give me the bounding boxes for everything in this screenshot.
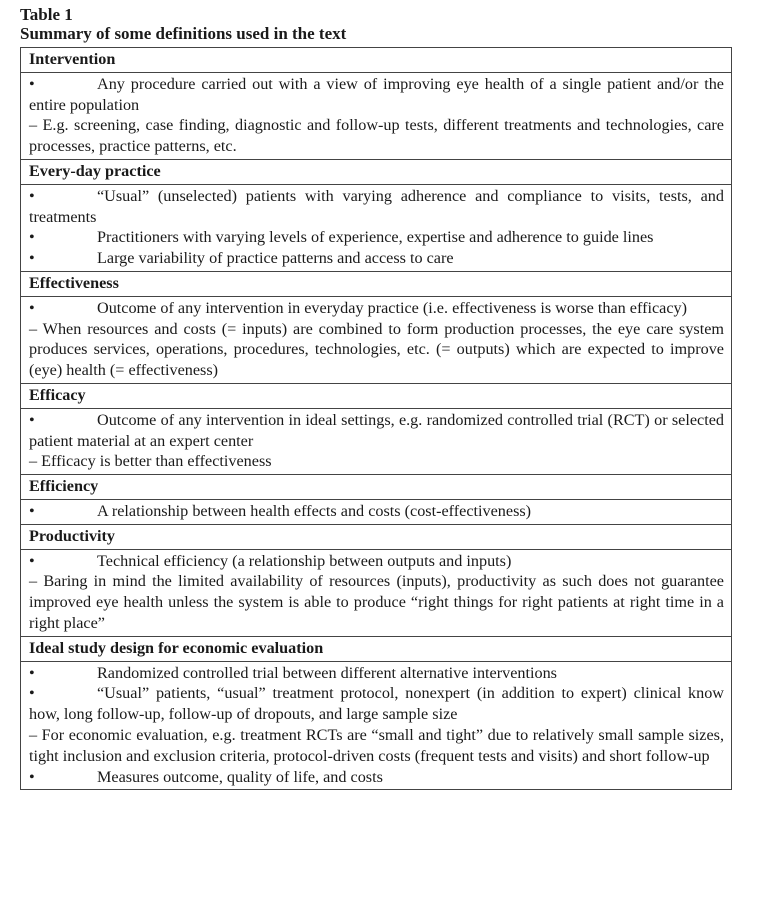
section-heading-effectiveness: Effectiveness (21, 271, 732, 296)
item-text: – Efficacy is better than effectiveness (29, 452, 272, 471)
item-text: – E.g. screening, case finding, diagnostic and follow-up tests, different treatments and technologies, care processes, practice patterns, etc. (29, 116, 724, 156)
bullet-symbol: • (29, 551, 35, 570)
section-body-row (21, 296, 732, 383)
section-body-effectiveness (21, 296, 732, 383)
bullet-item (29, 410, 724, 452)
bullet-item (29, 663, 724, 684)
section-heading-row (21, 48, 732, 73)
section-heading-efficiency: Efficiency (21, 475, 732, 500)
bullet-item (29, 248, 724, 269)
table-caption: Summary of some definitions used in the text (20, 24, 347, 43)
bullet-item (29, 501, 724, 522)
dash-item (29, 451, 724, 472)
document-table (20, 6, 732, 790)
section-heading-intervention: Intervention (21, 48, 732, 73)
section-heading-row (21, 636, 732, 661)
bullet-symbol: • (29, 684, 35, 703)
section-heading-ideal-study-design-for-economic-evaluation: Ideal study design for economic evaluation (21, 636, 732, 661)
section-body-efficiency (21, 499, 732, 524)
bullet-symbol: • (29, 298, 35, 317)
item-text: Outcome of any intervention in everyday practice (i.e. effectiveness is worse than efficacy) (97, 298, 687, 317)
section-body-productivity (21, 549, 732, 636)
bullet-symbol: • (29, 501, 35, 520)
bullet-item (29, 298, 724, 319)
section-body-row (21, 499, 732, 524)
section-heading-row (21, 271, 732, 296)
item-text: Outcome of any intervention in ideal settings, e.g. randomized controlled trial (RCT) or selected patient material at an expert center (29, 410, 724, 450)
bullet-symbol: • (29, 249, 35, 268)
bullet-symbol: • (29, 74, 35, 93)
bullet-symbol: • (29, 228, 35, 247)
dash-item (29, 571, 724, 633)
item-text: Technical efficiency (a relationship between outputs and inputs) (97, 551, 512, 570)
section-body-efficacy (21, 408, 732, 474)
item-text: Any procedure carried out with a view of improving eye health of a single patient and/or the entire population (29, 74, 724, 114)
item-text: “Usual” (unselected) patients with varying adherence and compliance to visits, tests, and treatments (29, 186, 724, 226)
dash-item (29, 319, 724, 381)
section-heading-row (21, 475, 732, 500)
bullet-item (29, 186, 724, 228)
bullet-symbol: • (29, 663, 35, 682)
item-text: – Baring in mind the limited availability of resources (inputs), productivity as such does not guarantee improved eye health unless the system is able to produce “right things for right patients at right time in a right place” (29, 572, 724, 632)
section-body-ideal-study-design-for-economic-evaluation (21, 661, 732, 790)
item-text: – When resources and costs (= inputs) are combined to form production processes, the eye care system produces services, operations, procedures, technologies, etc. (= outputs) which are expected to improve (eye) health (= effectiveness) (29, 319, 724, 380)
bullet-item (29, 227, 724, 248)
section-heading-every-day-practice: Every-day practice (21, 159, 732, 184)
section-body-every-day-practice (21, 184, 732, 271)
item-text: Randomized controlled trial between different alternative interventions (97, 663, 557, 682)
section-heading-productivity: Productivity (21, 524, 732, 549)
definitions-table (20, 47, 732, 790)
item-text: Measures outcome, quality of life, and costs (97, 767, 383, 786)
bullet-symbol: • (29, 410, 35, 429)
section-body-row (21, 549, 732, 636)
item-text: A relationship between health effects and costs (cost-effectiveness) (97, 501, 532, 520)
section-heading-row (21, 159, 732, 184)
dash-item (29, 725, 724, 767)
section-heading-row (21, 383, 732, 408)
item-text: “Usual” patients, “usual” treatment protocol, nonexpert (in addition to expert) clinical know how, long follow-up, follow-up of dropouts, and large sample size (29, 684, 724, 724)
item-text: – For economic evaluation, e.g. treatment RCTs are “small and tight” due to relatively small sample sizes, tight inclusion and exclusion criteria, protocol-driven costs (frequent tests and visits) and short follow-up (29, 725, 724, 765)
bullet-symbol: • (29, 767, 35, 786)
table-label: Table 1 (20, 5, 73, 24)
item-text: Large variability of practice patterns and access to care (97, 249, 454, 268)
section-body-row (21, 72, 732, 159)
section-heading-row (21, 524, 732, 549)
bullet-item (29, 551, 724, 572)
item-text: Practitioners with varying levels of experience, expertise and adherence to guide lines (97, 228, 654, 247)
section-body-intervention (21, 72, 732, 159)
bullet-symbol: • (29, 186, 35, 205)
dash-item (29, 115, 724, 157)
bullet-item (29, 767, 724, 788)
section-body-row (21, 408, 732, 474)
section-body-row (21, 184, 732, 271)
section-heading-efficacy: Efficacy (21, 383, 732, 408)
section-body-row (21, 661, 732, 790)
bullet-item (29, 74, 724, 116)
bullet-item (29, 683, 724, 725)
